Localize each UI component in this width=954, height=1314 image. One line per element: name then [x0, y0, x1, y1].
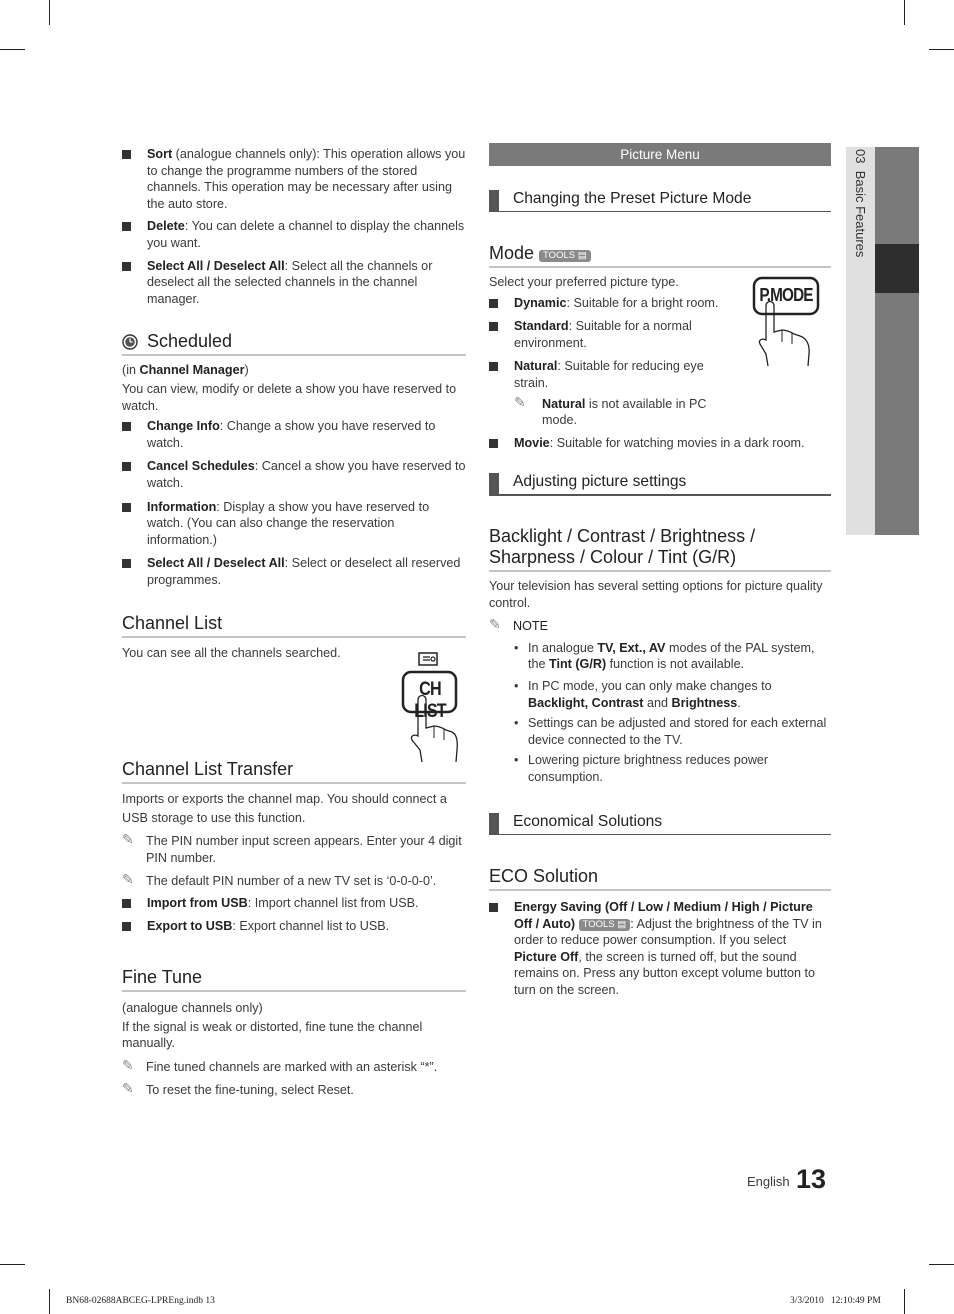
- section-heading-fine-tune: Fine Tune: [122, 966, 466, 992]
- bullet-square: [489, 322, 498, 331]
- crop-mark: [0, 49, 25, 50]
- chapter-label: [851, 149, 868, 257]
- subsection-heading: Changing the Preset Picture Mode: [489, 190, 831, 212]
- pencil-icon: ✎: [122, 1080, 134, 1097]
- adjust-section: [489, 473, 831, 496]
- pencil-icon: ✎: [122, 871, 134, 888]
- bullet-square: [122, 503, 131, 512]
- scheduled-intro: You can view, modify or delete a show you have reserved to watch.: [122, 381, 457, 413]
- list-item: • In PC mode, you can only make changes to Backlight, Contrast and Brightness.: [514, 678, 772, 710]
- crop-mark: [904, 0, 905, 25]
- tools-badge: TOOLS ▤: [579, 919, 631, 931]
- note: ✎ To reset the fine-tuning, select Reset.: [122, 1080, 354, 1098]
- note-label: ✎ NOTE: [489, 616, 548, 634]
- section-heading-eco: ECO Solution: [489, 865, 831, 891]
- preset-mode-section: [489, 190, 831, 212]
- subsection-heading: Economical Solutions: [489, 813, 831, 835]
- pencil-icon: ✎: [489, 616, 501, 633]
- list-item: Energy Saving (Off / Low / Medium / High / Picture Off / Auto) TOOLS ▤ : Adjust the brightness of the TV in order to reduce power consumption. If you select Picture Off, the screen is turned off, but the sound remains on. Press any button except volume button to turn on the screen.: [489, 899, 831, 999]
- list-item: Natural: Suitable for reducing eye strain.: [489, 358, 719, 391]
- backlight-intro: Your television has several setting options for picture quality control.: [489, 579, 823, 610]
- subsection-heading: Adjusting picture settings: [489, 473, 831, 496]
- section-heading-channel-list: Channel List: [122, 612, 466, 638]
- bullet-square: [122, 262, 131, 271]
- list-item: Delete: You can delete a channel to display the channels you want.: [122, 218, 466, 251]
- bullet-square: [122, 559, 131, 568]
- bullet-dot: •: [514, 753, 519, 768]
- crop-mark: [49, 1289, 50, 1314]
- bullet-dot: •: [514, 716, 519, 731]
- bullet-square: [489, 299, 498, 308]
- mode-intro: Select your preferred picture type.: [489, 275, 679, 289]
- page-number: 13: [796, 1164, 827, 1194]
- heading-bar: [489, 190, 499, 212]
- heading-bar: [489, 813, 499, 835]
- list-item: Movie: Suitable for watching movies in a dark room.: [489, 435, 831, 452]
- bullet-square: [122, 899, 131, 908]
- pmode-button-label: P.MODE: [759, 285, 813, 305]
- pencil-icon: ✎: [122, 1056, 134, 1073]
- transfer-text: Imports or exports the channel map. You should connect a USB storage to use this function.: [122, 792, 447, 825]
- footer-date: 3/3/2010 12:10:49 PM: [790, 1296, 881, 1306]
- economical-section: [489, 813, 831, 835]
- list-item: Sort (analogue channels only): This operation allows you to change the programme numbers of the stored channels. This operation may be necessary after using the auto store.: [122, 146, 466, 212]
- tools-badge: TOOLS ▤: [539, 250, 591, 262]
- note: ✎ The PIN number input screen appears. Enter your 4 digit PIN number.: [122, 831, 462, 865]
- list-item: Select All / Deselect All: Select or deselect all reserved programmes.: [122, 555, 466, 588]
- list-item: Change Info: Change a show you have reserved to watch.: [122, 418, 466, 451]
- section-heading-transfer: Channel List Transfer: [122, 758, 466, 784]
- crop-mark: [49, 0, 50, 25]
- heading-bar: [489, 473, 499, 495]
- list-item: Import from USB: Import channel list from USB.: [122, 895, 466, 912]
- footer-language: English: [747, 1174, 790, 1189]
- crop-mark: [0, 1264, 25, 1265]
- ch-list-button-illustration: [400, 650, 464, 762]
- left-column: [122, 146, 466, 588]
- note: ✎ Fine tuned channels are marked with an asterisk “*”.: [122, 1056, 438, 1074]
- bullet-square: [122, 922, 131, 931]
- chapter-number: 03: [853, 149, 868, 164]
- list-item: • Settings can be adjusted and stored for each external device connected to the TV.: [514, 716, 827, 747]
- footer-filename: BN68-02688ABCEG-LPREng.indb 13: [66, 1296, 215, 1306]
- fine-tune-section: [122, 966, 466, 1099]
- fine-tune-line1: (analogue channels only): [122, 1001, 263, 1015]
- bullet-dot: •: [514, 678, 519, 693]
- pencil-icon: ✎: [514, 393, 526, 410]
- bullet-dot: •: [514, 640, 519, 655]
- scheduled-location: (in Channel Manager): [122, 363, 249, 378]
- bullet-square: [489, 439, 498, 448]
- list-item: Select All / Deselect All: Select all the channels or deselect all the selected channels in the channel manager.: [122, 258, 466, 308]
- list-item: • Lowering picture brightness reduces power consumption.: [514, 753, 769, 784]
- list-item: Export to USB: Export channel list to USB.: [122, 918, 466, 935]
- chapter-tab-dark: [875, 147, 919, 535]
- list-item: Cancel Schedules: Cancel a show you have reserved to watch.: [122, 458, 466, 491]
- pencil-icon: ✎: [122, 831, 134, 847]
- clock-icon: [122, 334, 138, 350]
- crop-mark: [929, 49, 954, 50]
- section-heading-mode: Mode TOOLS ▤: [489, 242, 831, 268]
- list-item: • In analogue TV, Ext., AV modes of the PAL system, the Tint (G/R) function is not available.: [514, 640, 815, 672]
- fine-tune-line2: If the signal is weak or distorted, fine tune the channel manually.: [122, 1019, 423, 1051]
- bullet-square: [122, 222, 131, 231]
- pmode-button-illustration: [752, 276, 822, 366]
- list-item: Dynamic: Suitable for a bright room.: [489, 295, 719, 312]
- note: ✎ The default PIN number of a new TV set is ‘0-0-0-0’.: [122, 871, 437, 889]
- eco-section: [489, 865, 831, 999]
- bullet-square: [489, 362, 498, 371]
- bullet-square: [489, 903, 498, 912]
- channel-list-text: You can see all the channels searched.: [122, 646, 341, 660]
- backlight-section: [489, 526, 831, 786]
- crop-mark: [929, 1264, 954, 1265]
- bullet-square: [122, 150, 131, 159]
- section-heading-backlight: Backlight / Contrast / Brightness / Sharpness / Colour / Tint (G/R): [489, 526, 831, 572]
- bullet-square: [122, 462, 131, 471]
- transfer-section: [122, 758, 466, 935]
- crop-mark: [904, 1289, 905, 1314]
- ch-list-button-label: CH LIST: [414, 679, 446, 722]
- list-item: Information: Display a show you have reserved to watch. (You can also change the reservation information.): [122, 499, 466, 549]
- picture-menu-banner: Picture Menu: [489, 143, 831, 166]
- chapter-tab-marker: [875, 244, 919, 293]
- note: ✎ Natural is not available in PC mode.: [514, 393, 707, 428]
- section-heading-scheduled: Scheduled: [122, 330, 466, 356]
- bullet-square: [122, 422, 131, 431]
- list-item: Standard: Suitable for a normal environment.: [489, 318, 719, 351]
- chapter-title: Basic Features: [853, 170, 868, 258]
